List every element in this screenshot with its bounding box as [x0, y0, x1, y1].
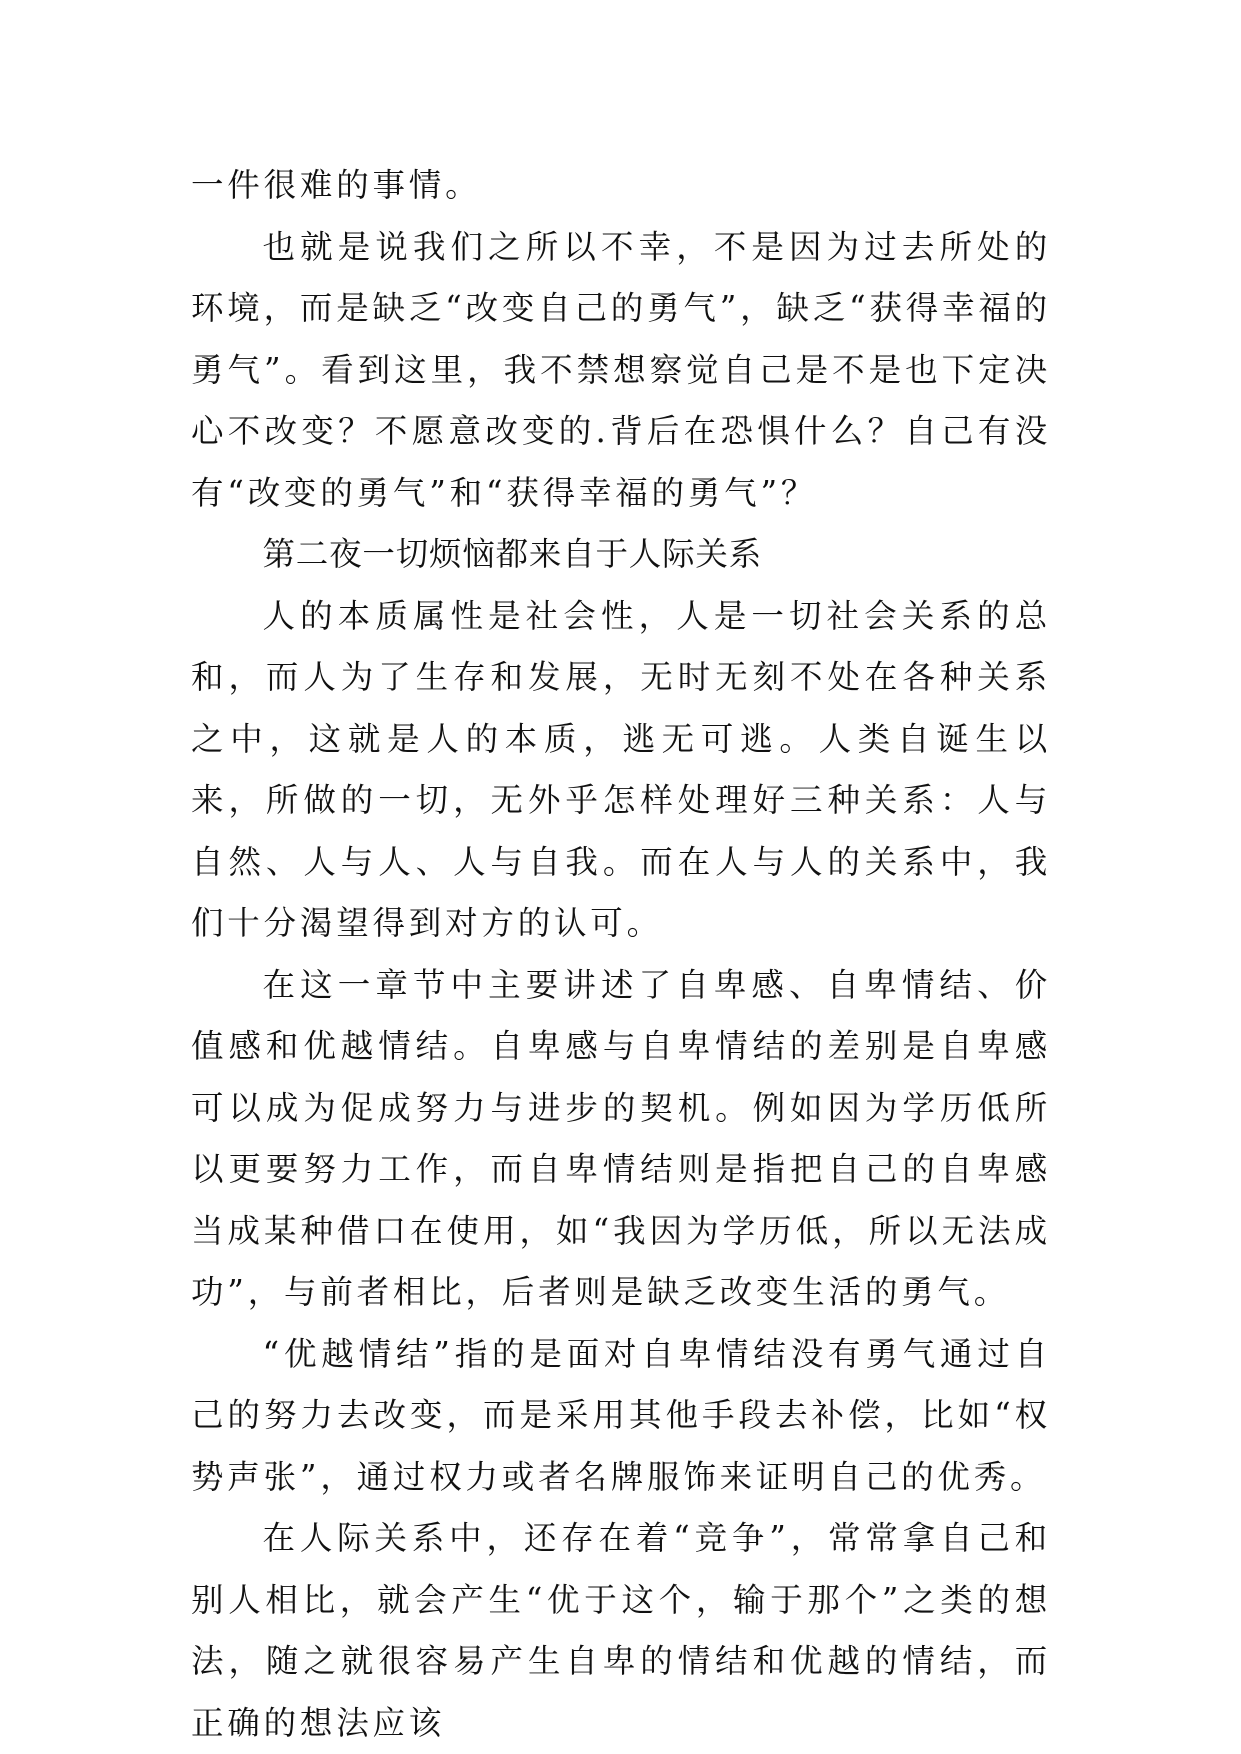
paragraph-3: 人的本质属性是社会性，人是一切社会关系的总和，而人为了生存和发展，无时无刻不处在各种关系之中，这就是人的本质，逃无可逃。人类自诞生以来，所做的一切，无外乎怎样处理好三种关系：人与自然、人与人、人与自我。而在人与人的关系中，我们十分渴望得到对方的认可。 — [191, 596, 1051, 942]
paragraph-2: 也就是说我们之所以不幸，不是因为过去所处的环境，而是缺乏“改变自己的勇气”，缺乏“获得幸福的勇气”。看到这里，我不禁想察觉自己是不是也下定决心不改变？不愿意改变的.背后在恐惧什么？自己有没有“改变的勇气”和“获得幸福的勇气”？ — [191, 227, 1051, 512]
paragraph-5: “优越情结”指的是面对自卑情结没有勇气通过自己的努力去改变，而是采用其他手段去补偿，比如“权势声张”，通过权力或者名牌服饰来证明自己的优秀。 — [191, 1334, 1051, 1496]
paragraph-6: 在人际关系中，还存在着“竞争”，常常拿自己和别人相比，就会产生“优于这个，输于那个”之类的想法，随之就很容易产生自卑的情结和优越的情结，而正确的想法应该 — [191, 1519, 1051, 1742]
paragraph-4: 在这一章节中主要讲述了自卑感、自卑情结、价值感和优越情结。自卑感与自卑情结的差别是自卑感可以成为促成努力与进步的契机。例如因为学历低所以更要努力工作，而自卑情结则是指把自己的自卑感当成某种借口在使用，如“我因为学历低，所以无法成功”，与前者相比，后者则是缺乏改变生活的勇气。 — [191, 965, 1051, 1311]
document-page — [191, 155, 1051, 1754]
paragraph-1: 一件很难的事情。 — [191, 166, 482, 204]
section-heading: 第二夜一切烦恼都来自于人际关系 — [262, 535, 763, 573]
